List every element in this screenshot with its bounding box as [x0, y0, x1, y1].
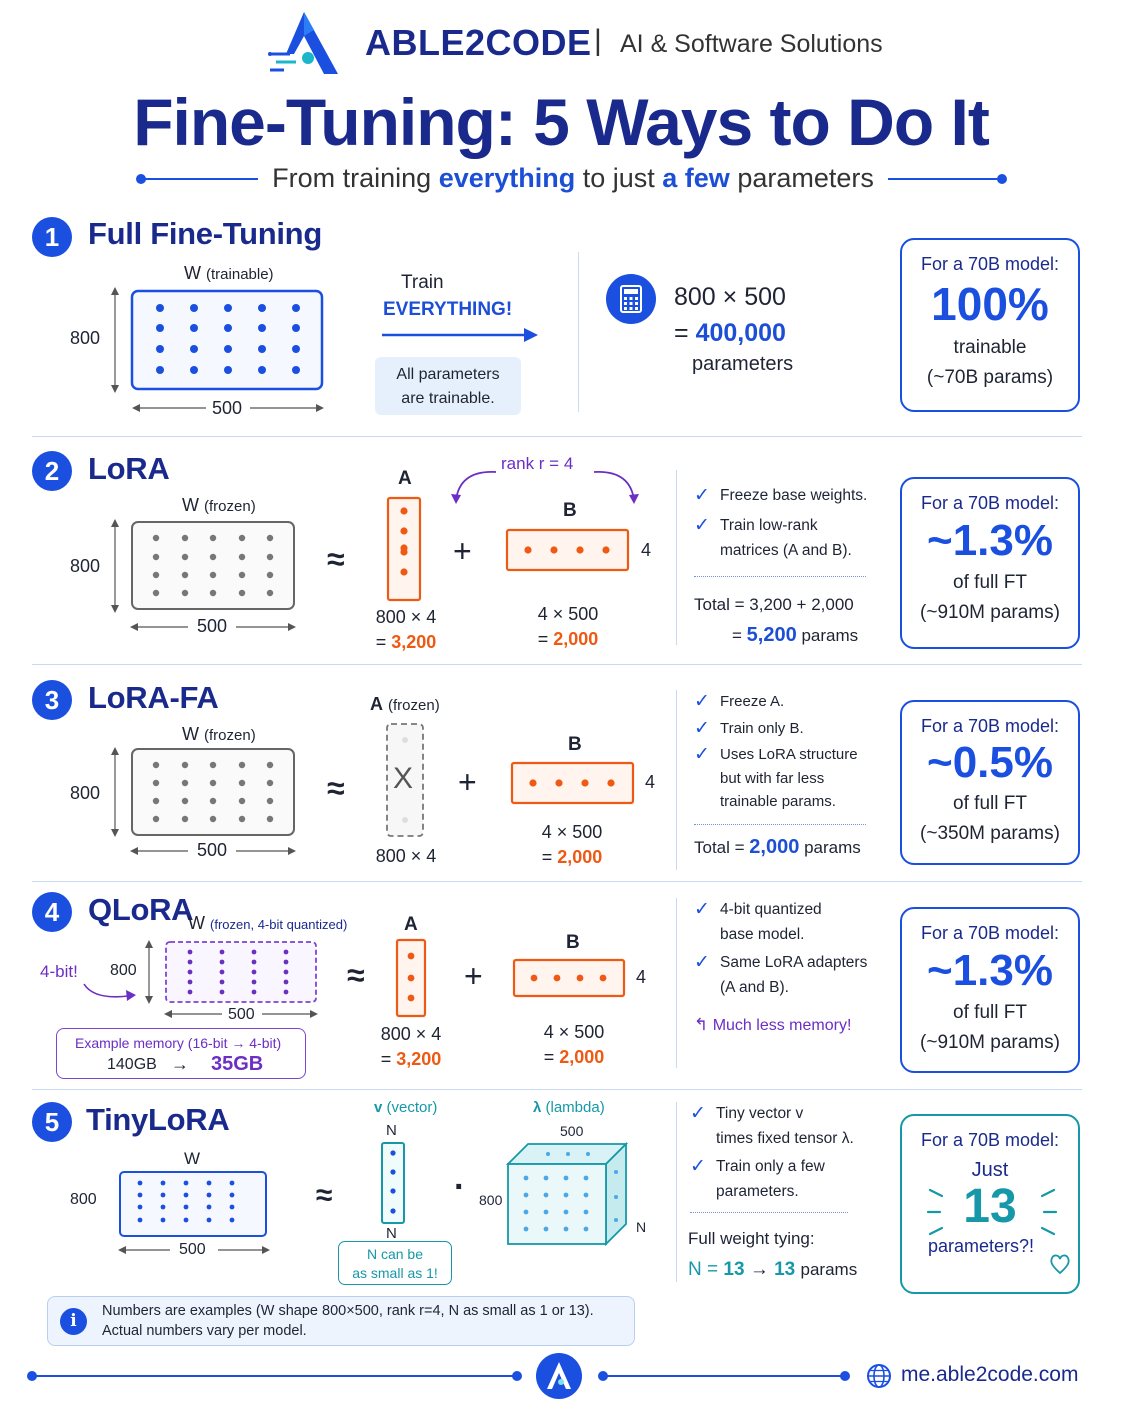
- qlora-a-calc: [371, 1022, 451, 1072]
- info-note-box: [47, 1296, 635, 1346]
- tinylora-check-3: [690, 1154, 870, 1179]
- section-number-5: 5: [32, 1102, 72, 1142]
- qlora-a-calc-eq: =: [380, 1049, 392, 1069]
- tinylora-n-note-box: [338, 1241, 452, 1285]
- tinylora-v-note: (vector): [386, 1099, 438, 1116]
- lorafa-check-2-text: Train only B.: [720, 719, 804, 737]
- tinylora-n-top: N: [386, 1122, 397, 1139]
- lora-w-note: (frozen): [204, 498, 256, 515]
- lora-a-calc-value: 3,200: [391, 632, 437, 652]
- qlora-model-label: For a 70B model:: [920, 923, 1060, 943]
- qlora-a-label: A: [404, 914, 418, 935]
- lora-a-calc-expr: 800 × 4: [375, 607, 437, 627]
- lorafa-check-4-text: but with far less: [720, 769, 825, 787]
- subtitle-emph-everything: everything: [438, 163, 576, 193]
- lora-model-sub1: of full FT: [953, 572, 1027, 593]
- tinylora-check-4: [690, 1179, 870, 1204]
- lorafa-b-label: B: [568, 734, 582, 755]
- lorafa-vertical-divider: [676, 690, 677, 870]
- qlora-b-calc: [534, 1020, 614, 1070]
- subtitle-part-5: parameters: [729, 163, 874, 193]
- footer-dot-right: [840, 1371, 850, 1381]
- qlora-b-label: B: [566, 932, 580, 953]
- qlora-check-2-text: base model.: [720, 926, 805, 943]
- footer-logo-badge: [536, 1353, 582, 1399]
- subtitle-part-1: From training: [272, 163, 439, 193]
- lorafa-b-rows: 4: [645, 772, 656, 792]
- subtitle-part-3: to just: [575, 163, 663, 193]
- curved-arrow-icon: ↰: [694, 1015, 709, 1034]
- tinylora-tying-arrow: →: [749, 1259, 769, 1280]
- tinylora-cube-top: 500: [560, 1123, 584, 1139]
- lora-rank-label: rank r = 4: [501, 454, 574, 473]
- page-title: Fine-Tuning: 5 Ways to Do It: [133, 85, 989, 159]
- lora-model-percent: ~1.3%: [927, 516, 1053, 565]
- qlora-b-matrix: [512, 958, 626, 998]
- footer-dot-left: [27, 1371, 37, 1381]
- lorafa-check-3-text: Uses LoRA structure: [720, 746, 858, 763]
- subtitle-dot-left: [136, 174, 146, 184]
- qlora-w-note: (frozen, 4-bit quantized): [210, 917, 348, 932]
- lora-plus: +: [453, 533, 472, 569]
- lora-dim-rows: 800: [70, 556, 101, 576]
- tinylora-tying: [688, 1259, 857, 1281]
- footer-line-right: [604, 1375, 844, 1377]
- qlora-b-rows: 4: [636, 967, 647, 987]
- lora-check-1: [694, 483, 874, 508]
- section-title-lorafa: LoRA-FA: [88, 680, 219, 715]
- lora-b-calc-result: [528, 627, 608, 652]
- lora-b-label: B: [563, 500, 577, 521]
- tinylora-tying-val2: 13: [774, 1259, 796, 1280]
- qlora-check-3: [694, 950, 874, 975]
- full-calc-result: [674, 319, 786, 348]
- qlora-model-percent: ~1.3%: [927, 946, 1053, 995]
- qlora-mem-arrow: →: [171, 1054, 189, 1074]
- tinylora-lambda-tensor: [506, 1142, 630, 1246]
- tinylora-tying-val1: 13: [723, 1259, 745, 1280]
- brand-name: ABLE2CODE: [365, 22, 592, 63]
- tinylora-lambda-label: [533, 1099, 605, 1116]
- lorafa-check-4: [694, 767, 874, 791]
- lora-total-value: 5,200: [746, 624, 797, 646]
- info-icon: i: [60, 1308, 87, 1335]
- section-divider-3: [32, 881, 1082, 882]
- full-train-label: Train: [401, 272, 444, 293]
- tinylora-check-2: [690, 1126, 870, 1151]
- qlora-model-box: [900, 907, 1080, 1073]
- section-divider-4: [32, 1089, 1082, 1090]
- qlora-b-calc-value: 2,000: [559, 1047, 605, 1067]
- tinylora-w-label: W: [184, 1149, 201, 1168]
- lora-check-2: [694, 513, 874, 538]
- tinylora-model-box: [900, 1114, 1080, 1294]
- lorafa-b-calc-result: [532, 845, 612, 870]
- lora-b-rows: 4: [641, 540, 652, 560]
- full-train-arrow: [382, 326, 540, 344]
- section-divider-1: [32, 436, 1082, 437]
- info-line1: Numbers are examples (W shape 800×500, rank r=4, N as small as 1 or 13).: [102, 1303, 594, 1319]
- lorafa-w-label: [182, 724, 256, 745]
- full-calc-eq: =: [674, 319, 689, 347]
- lorafa-model-percent: ~0.5%: [927, 738, 1053, 787]
- lora-check-2-text: Train low-rank: [720, 517, 818, 534]
- section-title-qlora: QLoRA: [88, 892, 194, 927]
- tinylora-model-label: For a 70B model:: [920, 1130, 1060, 1150]
- full-vertical-divider: [578, 252, 579, 412]
- footer-dot-mid-left: [512, 1371, 522, 1381]
- qlora-a-calc-result: [371, 1047, 451, 1072]
- subtitle-line-left: [140, 178, 258, 180]
- lora-check-list: [694, 483, 874, 563]
- lora-rank-arrows: [446, 462, 644, 508]
- lorafa-model-sub1: of full FT: [953, 793, 1027, 814]
- qlora-memory-box: [56, 1028, 306, 1079]
- tinylora-tying-n: N =: [688, 1259, 719, 1280]
- tinylora-v-vector: [380, 1141, 406, 1225]
- tinylora-v-label: [374, 1099, 437, 1116]
- lorafa-check-list: [694, 690, 874, 814]
- check-icon: ✓: [694, 744, 710, 765]
- lora-b-calc-expr: 4 × 500: [537, 604, 599, 624]
- qlora-b-calc-expr: 4 × 500: [543, 1022, 605, 1042]
- footer-line-left: [32, 1375, 516, 1377]
- lorafa-b-calc-value: 2,000: [557, 847, 603, 867]
- lora-total-unit: params: [801, 626, 859, 645]
- section-number-4: 4: [32, 892, 72, 932]
- lora-w-letter: W: [182, 495, 199, 515]
- lora-vertical-divider: [676, 470, 677, 645]
- qlora-plus: +: [464, 958, 483, 994]
- qlora-dim-rows: 800: [110, 962, 137, 979]
- tinylora-dim-rows: 800: [70, 1191, 97, 1208]
- globe-icon: [866, 1363, 892, 1389]
- full-calc-expr: 800 × 500: [674, 283, 786, 311]
- check-icon: ✓: [694, 899, 710, 920]
- lorafa-check-5-text: trainable params.: [720, 793, 836, 810]
- tinylora-tying-unit: params: [800, 1260, 858, 1279]
- check-icon: ✓: [690, 1103, 706, 1124]
- burst-lines-icon: [926, 1184, 1058, 1240]
- full-w-note: (trainable): [206, 266, 274, 283]
- lorafa-model-box: [900, 700, 1080, 865]
- section-number-1: 1: [32, 217, 72, 257]
- section-title-tinylora: TinyLoRA: [86, 1102, 230, 1137]
- tinylora-check-1-text: Tiny vector v: [716, 1105, 804, 1122]
- lorafa-w-note: (frozen): [204, 727, 256, 744]
- lorafa-w-letter: W: [182, 724, 199, 744]
- qlora-w-letter: W: [188, 913, 205, 933]
- lorafa-plus: +: [458, 764, 477, 800]
- tinylora-cube-right: N: [636, 1219, 647, 1235]
- qlora-check-2: [694, 922, 874, 947]
- lora-total: [694, 590, 858, 651]
- full-w-letter: W: [184, 263, 201, 283]
- lorafa-dim-rows: 800: [70, 783, 101, 803]
- tinylora-check-3-text: Train only a few: [716, 1158, 825, 1175]
- full-dim-rows: 800: [70, 328, 101, 348]
- lorafa-total-label: Total =: [694, 838, 745, 857]
- lora-approx: ≈: [327, 541, 345, 577]
- lora-check-3: [694, 538, 874, 563]
- full-model-box: [900, 238, 1080, 412]
- lora-a-label: A: [398, 468, 412, 489]
- lora-a-calc-eq: =: [375, 632, 387, 652]
- lorafa-total-value: 2,000: [749, 836, 800, 858]
- subtitle-emph-few: a few: [662, 163, 730, 193]
- full-w-label: [184, 263, 274, 284]
- tinylora-dotted-separator: [690, 1212, 848, 1213]
- lora-total-expr: 3,200 + 2,000: [749, 595, 854, 614]
- lorafa-approx: ≈: [327, 770, 345, 806]
- tinylora-approx: ≈: [316, 1179, 333, 1212]
- lorafa-a-calc: 800 × 4: [375, 846, 437, 866]
- full-dim-cols: 500: [212, 398, 243, 418]
- qlora-check-3-text: Same LoRA adapters: [720, 954, 868, 971]
- lorafa-check-1: [694, 690, 874, 714]
- full-note-line1: All parameters: [396, 366, 500, 383]
- info-line2: Actual numbers vary per model.: [102, 1323, 307, 1339]
- full-model-label: For a 70B model:: [920, 254, 1060, 274]
- tinylora-n-note-line2: as small as 1!: [352, 1265, 438, 1281]
- lora-a-calc-result: [366, 630, 446, 655]
- full-note-line2: are trainable.: [401, 390, 495, 407]
- qlora-check-1: [694, 897, 874, 922]
- lora-check-1-text: Freeze base weights.: [720, 487, 868, 504]
- qlora-check-list: [694, 897, 874, 1000]
- lora-model-box: [900, 477, 1080, 649]
- tinylora-model-just: Just: [971, 1159, 1009, 1181]
- page-subtitle: [258, 163, 888, 194]
- qlora-bit-tag: 4-bit!: [40, 962, 78, 981]
- lorafa-b-calc-eq: =: [541, 847, 553, 867]
- tinylora-lambda-note: (lambda): [545, 1099, 605, 1116]
- tinylora-check-1: [690, 1101, 870, 1126]
- qlora-mem-title: Example memory (16-bit → 4-bit): [75, 1035, 282, 1051]
- lorafa-dotted-separator: [694, 824, 866, 825]
- lorafa-b-calc: [532, 820, 612, 870]
- check-icon: ✓: [694, 691, 710, 712]
- full-model-percent: 100%: [931, 278, 1049, 330]
- full-model-sub2: (~70B params): [926, 367, 1054, 388]
- tinylora-tying-label: Full weight tying:: [688, 1229, 815, 1248]
- tinylora-cube-left: 800: [479, 1192, 503, 1208]
- qlora-memory-note-text: Much less memory!: [712, 1017, 852, 1034]
- full-model-sub1: trainable: [953, 337, 1027, 358]
- brand-tagline: AI & Software Solutions: [620, 30, 883, 58]
- lorafa-check-3: [694, 743, 874, 767]
- section-number-2: 2: [32, 451, 72, 491]
- qlora-dim-cols: 500: [228, 1006, 255, 1023]
- lora-b-calc-value: 2,000: [553, 629, 599, 649]
- qlora-check-4-text: (A and B).: [720, 979, 789, 996]
- qlora-a-calc-expr: 800 × 4: [380, 1024, 442, 1044]
- tinylora-dim-cols: 500: [179, 1241, 206, 1258]
- lorafa-model-sub2: (~350M params): [920, 823, 1060, 844]
- lorafa-check-1-text: Freeze A.: [720, 693, 785, 710]
- tinylora-n-bottom: N: [386, 1225, 397, 1242]
- tinylora-vertical-divider: [676, 1102, 677, 1282]
- check-icon: ✓: [694, 717, 710, 739]
- full-calc-value: 400,000: [695, 319, 786, 347]
- lora-model-sub2: (~910M params): [920, 602, 1060, 623]
- lora-a-matrix: [386, 496, 422, 602]
- qlora-vertical-divider: [676, 898, 677, 1068]
- qlora-check-1-text: 4-bit quantized: [720, 901, 822, 918]
- brand-logo: [268, 10, 342, 76]
- lora-model-label: For a 70B model:: [920, 493, 1060, 513]
- full-calc-unit: parameters: [692, 353, 794, 375]
- lora-b-calc: [528, 602, 608, 652]
- qlora-model-sub1: of full FT: [953, 1002, 1027, 1023]
- check-icon: ✓: [694, 485, 710, 506]
- lorafa-b-matrix: [510, 761, 635, 805]
- tinylora-n-note-line1: N can be: [366, 1246, 424, 1262]
- lora-b-calc-eq: =: [537, 629, 549, 649]
- lorafa-check-2: [694, 717, 874, 741]
- check-icon: ✓: [694, 952, 710, 973]
- lorafa-a-label: [370, 694, 440, 715]
- qlora-approx: ≈: [347, 957, 365, 993]
- qlora-a-calc-value: 3,200: [396, 1049, 442, 1069]
- lorafa-total: [694, 836, 861, 859]
- lora-check-3-text: matrices (A and B).: [720, 542, 852, 559]
- tinylora-check-list: [690, 1101, 870, 1204]
- qlora-a-matrix: [395, 938, 429, 1018]
- qlora-mem-to: 35GB: [211, 1053, 264, 1075]
- lorafa-total-unit: params: [804, 838, 861, 857]
- full-note-box: [375, 357, 521, 415]
- heart-icon: [1048, 1252, 1072, 1276]
- lora-total-label: Total =: [694, 595, 745, 614]
- lora-w-label: [182, 495, 256, 516]
- tinylora-model-number: 13: [963, 1180, 1017, 1233]
- section-title-full: Full Fine-Tuning: [88, 216, 322, 251]
- lorafa-a-note: (frozen): [388, 697, 440, 714]
- tinylora-dot-operator: ·: [454, 1168, 466, 1206]
- lora-b-matrix: [505, 528, 630, 572]
- lorafa-model-label: For a 70B model:: [920, 716, 1060, 736]
- qlora-mem-from: 140GB: [107, 1056, 157, 1073]
- section-title-lora: LoRA: [88, 451, 170, 486]
- check-icon: ✓: [694, 515, 710, 536]
- footer-url-link[interactable]: me.able2code.com: [901, 1363, 1079, 1386]
- qlora-memory-note: [694, 1015, 851, 1035]
- qlora-model-sub2: (~910M params): [920, 1032, 1060, 1053]
- subtitle-dot-right: [997, 174, 1007, 184]
- full-train-everything: EVERYTHING!: [383, 299, 513, 320]
- lorafa-b-calc-expr: 4 × 500: [541, 822, 603, 842]
- tinylora-v-letter: v: [374, 1099, 383, 1116]
- section-divider-2: [32, 664, 1082, 665]
- qlora-check-4: [694, 975, 874, 1000]
- section-number-3: 3: [32, 680, 72, 720]
- lorafa-a-letter: A: [370, 694, 383, 714]
- tinylora-lambda-letter: λ: [533, 1099, 542, 1116]
- tinylora-model-sub: parameters?!: [927, 1236, 1035, 1256]
- qlora-bit-arrow: [80, 980, 140, 1004]
- lorafa-dim-cols: 500: [197, 840, 228, 860]
- subtitle-line-right: [888, 178, 1002, 180]
- lorafa-check-5: [694, 790, 874, 814]
- lora-total-eq: =: [732, 626, 742, 645]
- qlora-b-calc-result: [534, 1045, 614, 1070]
- lora-a-calc: [366, 605, 446, 655]
- lorafa-a-x-mark: X: [393, 762, 414, 795]
- qlora-b-calc-eq: =: [543, 1047, 555, 1067]
- qlora-w-label: [188, 913, 347, 934]
- check-icon: ✓: [690, 1156, 706, 1177]
- lora-dim-cols: 500: [197, 616, 228, 636]
- brand-separator: |: [594, 24, 602, 57]
- tinylora-check-2-text: times fixed tensor λ.: [716, 1130, 854, 1147]
- tinylora-check-4-text: parameters.: [716, 1183, 799, 1200]
- calculator-icon: [606, 274, 656, 324]
- lora-dotted-separator: [694, 576, 866, 577]
